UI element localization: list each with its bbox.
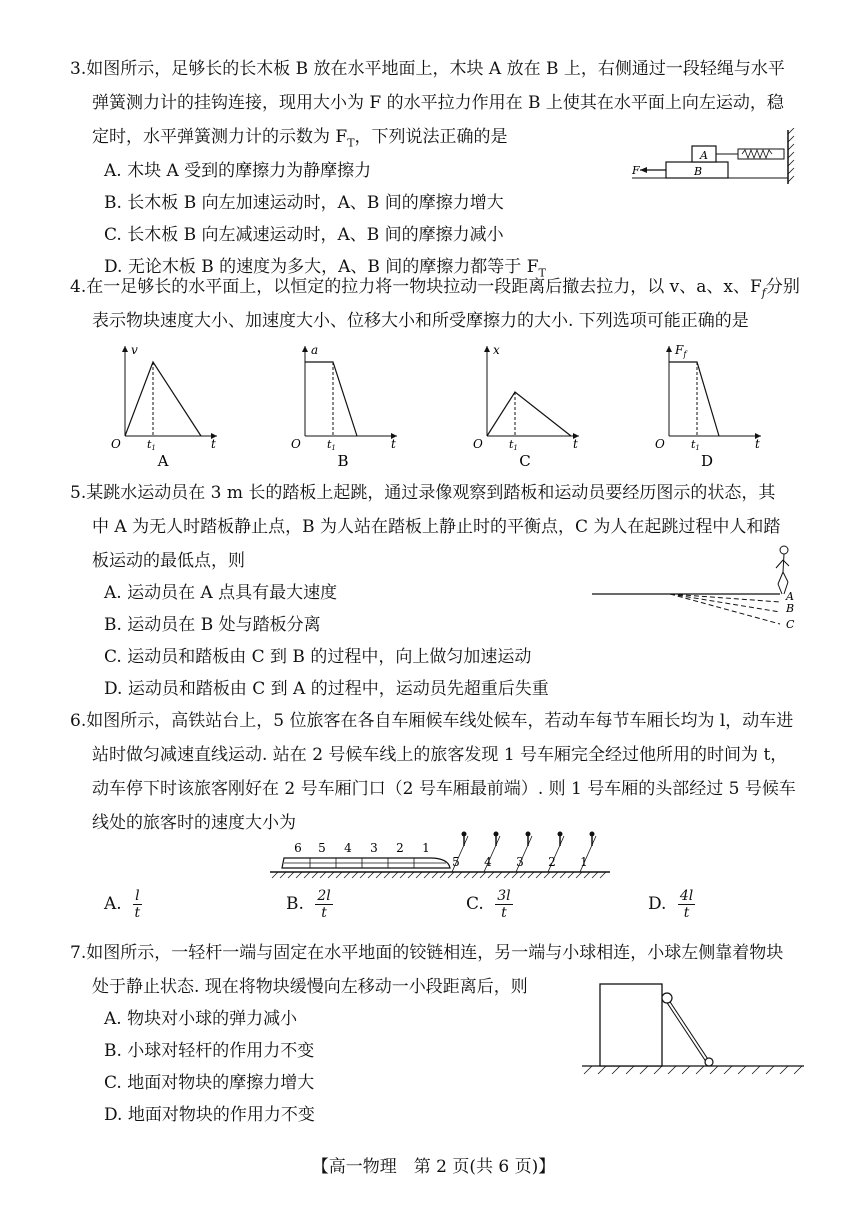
track-hatch (432, 872, 438, 878)
t1-sub: 1 (695, 444, 700, 452)
ball (662, 993, 672, 1003)
y-axis-label: $F_f$ (674, 343, 688, 359)
track-hatch (448, 872, 454, 878)
q3-option-d: D. 无论木板 B 的速度为多大，A、B 间的摩擦力都等于 $F_T$ (104, 257, 546, 280)
passenger-icon (462, 832, 467, 837)
q4-stem-line-2: 表示物块速度大小、加速度大小、位移大小和所受摩擦力的大小. 下列选项可能正确的是 (92, 311, 749, 331)
t1-label: t1 (509, 438, 518, 452)
track-hatch (272, 872, 278, 878)
track-hatch (520, 872, 526, 878)
origin-label: O (655, 437, 665, 451)
t-label: t (391, 437, 396, 451)
origin-label: O (111, 437, 121, 451)
page-footer: 【高一物理 第 2 页(共 6 页)】 (311, 1157, 556, 1177)
track-hatch (384, 872, 390, 878)
q5-stem-line-1: 5.某跳水运动员在 3 m 长的踏板上起跳，通过录像观察到踏板和运动员要经历图示的状态，其 (70, 483, 776, 503)
q7-figure (578, 980, 808, 1080)
track-hatch (400, 872, 406, 878)
track-hatch (376, 872, 382, 878)
track-hatch (496, 872, 502, 878)
diver-icon (776, 546, 789, 594)
waiting-line-marker (516, 836, 532, 872)
car-number: 1 (422, 841, 430, 855)
q5-option-d: D. 运动员和踏板由 C 到 A 的过程中，运动员先超重后失重 (104, 679, 549, 699)
y-arrow (302, 346, 308, 352)
passenger-icon (494, 832, 499, 837)
track-hatch (536, 872, 542, 878)
graph-label: A (157, 452, 169, 470)
waiting-line-marker (580, 836, 596, 872)
track-hatch (416, 872, 422, 878)
q6-stem-line-3: 动车停下时该旅客刚好在 2 号车厢门口（2 号车厢最前端）. 则 1 号车厢的头部经过 5 号候车 (92, 779, 796, 799)
track-hatch (312, 872, 318, 878)
fig-label-b: B (694, 165, 703, 178)
track-hatch (424, 872, 430, 878)
q6-option-c: C. $\frac{3l}{t}$ (466, 888, 511, 921)
waiting-line-number: 2 (548, 855, 556, 869)
track-hatch (584, 872, 590, 878)
track-hatch (568, 872, 574, 878)
point-c-label: C (786, 618, 795, 631)
waiting-line-marker (484, 836, 500, 872)
track-hatch (504, 872, 510, 878)
car-number: 2 (396, 841, 404, 855)
track-hatch (480, 872, 486, 878)
track-hatch (288, 872, 294, 878)
waiting-line-number: 1 (580, 855, 588, 869)
track-hatch (464, 872, 470, 878)
waiting-line-number: 3 (516, 855, 524, 869)
t1-label: t1 (327, 438, 336, 452)
waiting-line-marker (452, 836, 468, 872)
car-number: 5 (318, 841, 326, 855)
q7-option-d: D. 地面对物块的作用力不变 (104, 1105, 315, 1125)
car-number: 4 (344, 841, 352, 855)
track-hatch (544, 872, 550, 878)
waiting-line-number: 5 (452, 855, 460, 869)
track-hatch (368, 872, 374, 878)
t-label: t (211, 437, 216, 451)
q5-option-c: C. 运动员和踏板由 C 到 B 的过程中，向上做匀加速运动 (104, 647, 532, 667)
track-hatch (576, 872, 582, 878)
track-hatch (560, 872, 566, 878)
q6-option-b: B. $\frac{2l}{t}$ (286, 888, 331, 921)
track-hatch (392, 872, 398, 878)
graph-label: C (519, 452, 531, 470)
q7-option-b: B. 小球对轻杆的作用力不变 (104, 1041, 315, 1061)
y-axis-label: x (493, 343, 500, 357)
passenger-icon (526, 832, 531, 837)
q3-stem-line-1: 3.如图所示，足够长的长木板 B 放在水平地面上，木块 A 放在 B 上，右侧通过一段轻绳与水平 (70, 59, 785, 79)
graph-curve (487, 392, 571, 436)
car-number: 3 (370, 841, 378, 855)
graph-b (291, 343, 397, 470)
t-label: t (755, 437, 760, 451)
track-hatch (440, 872, 446, 878)
t1-sub: 1 (331, 444, 336, 452)
passenger-icon (590, 832, 595, 837)
graph-label: B (337, 452, 349, 470)
q3-option-b: B. 长木板 B 向左加速运动时，A、B 间的摩擦力增大 (104, 193, 504, 213)
q5-stem-line-3: 板运动的最低点，则 (92, 551, 245, 571)
t1-sub: 1 (513, 444, 518, 452)
q4-stem-line-1: 4.在一足够长的水平面上，以恒定的拉力将一物块拉动一段距离后撤去拉力，以 v、a、x、$F_f$分别 (70, 277, 800, 300)
graph-curve (305, 362, 357, 436)
track-hatch (296, 872, 302, 878)
t1-label: t1 (147, 438, 156, 452)
q6-figure (270, 828, 620, 880)
q3-stem-line-2: 弹簧测力计的挂钩连接，现用大小为 F 的水平拉力作用在 B 上使其在水平面上向左运动，稳 (92, 93, 784, 113)
point-a-label: A (786, 590, 794, 603)
track-hatch (304, 872, 310, 878)
q7-option-c: C. 地面对物块的摩擦力增大 (104, 1073, 315, 1093)
graph-a (111, 343, 217, 470)
track-hatch (280, 872, 286, 878)
track-hatch (320, 872, 326, 878)
q4-graphs (105, 340, 765, 470)
q3-figure (630, 128, 800, 188)
track-hatch (512, 872, 518, 878)
graph-curve (669, 362, 719, 436)
track-hatch (472, 872, 478, 878)
track-hatch (456, 872, 462, 878)
origin-label: O (291, 437, 301, 451)
track-hatch (352, 872, 358, 878)
graph-c (473, 343, 579, 470)
y-axis-label: v (131, 343, 138, 357)
origin-label: O (473, 437, 483, 451)
q5-option-a: A. 运动员在 A 点具有最大速度 (104, 583, 338, 603)
q3-option-a: A. 木块 A 受到的摩擦力为静摩擦力 (104, 161, 372, 181)
fig-label-f: F (632, 164, 640, 177)
fig-label-a: A (700, 149, 708, 162)
track-hatch (552, 872, 558, 878)
q6-stem-line-1: 6.如图所示，高铁站台上，5 位旅客在各自车厢候车线处候车，若动车每节车厢长均为 l，动车进 (70, 711, 794, 731)
t1-label: t1 (691, 438, 700, 452)
track-hatch (336, 872, 342, 878)
t-label: t (573, 437, 578, 451)
q6-option-d: D. $\frac{4l}{t}$ (648, 888, 694, 921)
q6-option-a: A. $\frac{l}{t}$ (104, 888, 141, 921)
track-hatch (344, 872, 350, 878)
q3-stem-line-3: 定时，水平弹簧测力计的示数为 $F_T$，下列说法正确的是 (92, 127, 508, 150)
q5-stem-line-2: 中 A 为无人时踏板静止点，B 为人站在踏板上静止时的平衡点，C 为人在起跳过程中人和踏 (92, 517, 781, 537)
graph-curve (125, 362, 201, 436)
q6-stem-line-2: 站时做匀减速直线运动. 站在 2 号候车线上的旅客发现 1 号车厢完全经过他所用的时间为 t， (92, 745, 788, 765)
y-arrow (666, 346, 672, 352)
waiting-line-marker (548, 836, 564, 872)
q6-stem-line-4: 线处的旅客时的速度大小为 (92, 813, 296, 833)
y-axis-label: a (311, 343, 319, 357)
hinge (705, 1058, 713, 1066)
graph-d (655, 343, 761, 470)
point-b-label: B (786, 602, 795, 615)
track-hatch (488, 872, 494, 878)
graph-label: D (700, 452, 714, 470)
q7-option-a: A. 物块对小球的弹力减小 (104, 1009, 298, 1029)
track-hatch (408, 872, 414, 878)
q7-stem-line-1: 7.如图所示，一轻杆一端与固定在水平地面的铰链相连，另一端与小球相连，小球左侧靠着物块 (70, 943, 784, 963)
track-hatch (328, 872, 334, 878)
q3-option-c: C. 长木板 B 向左减速运动时，A、B 间的摩擦力减小 (104, 225, 504, 245)
track-hatch (528, 872, 534, 878)
q5-option-b: B. 运动员在 B 处与踏板分离 (104, 615, 321, 635)
q5-figure (590, 538, 810, 638)
block (600, 984, 662, 1066)
passenger-icon (558, 832, 563, 837)
y-axis-sub: f (683, 350, 687, 359)
y-arrow (484, 346, 490, 352)
t1-sub: 1 (151, 444, 156, 452)
q7-stem-line-2: 处于静止状态. 现在将物块缓慢向左移动一小段距离后，则 (92, 977, 528, 997)
track-hatch (600, 872, 606, 878)
car-number: 6 (294, 841, 302, 855)
track-hatch (360, 872, 366, 878)
y-arrow (122, 346, 128, 352)
track-hatch (592, 872, 598, 878)
waiting-line-number: 4 (484, 855, 492, 869)
